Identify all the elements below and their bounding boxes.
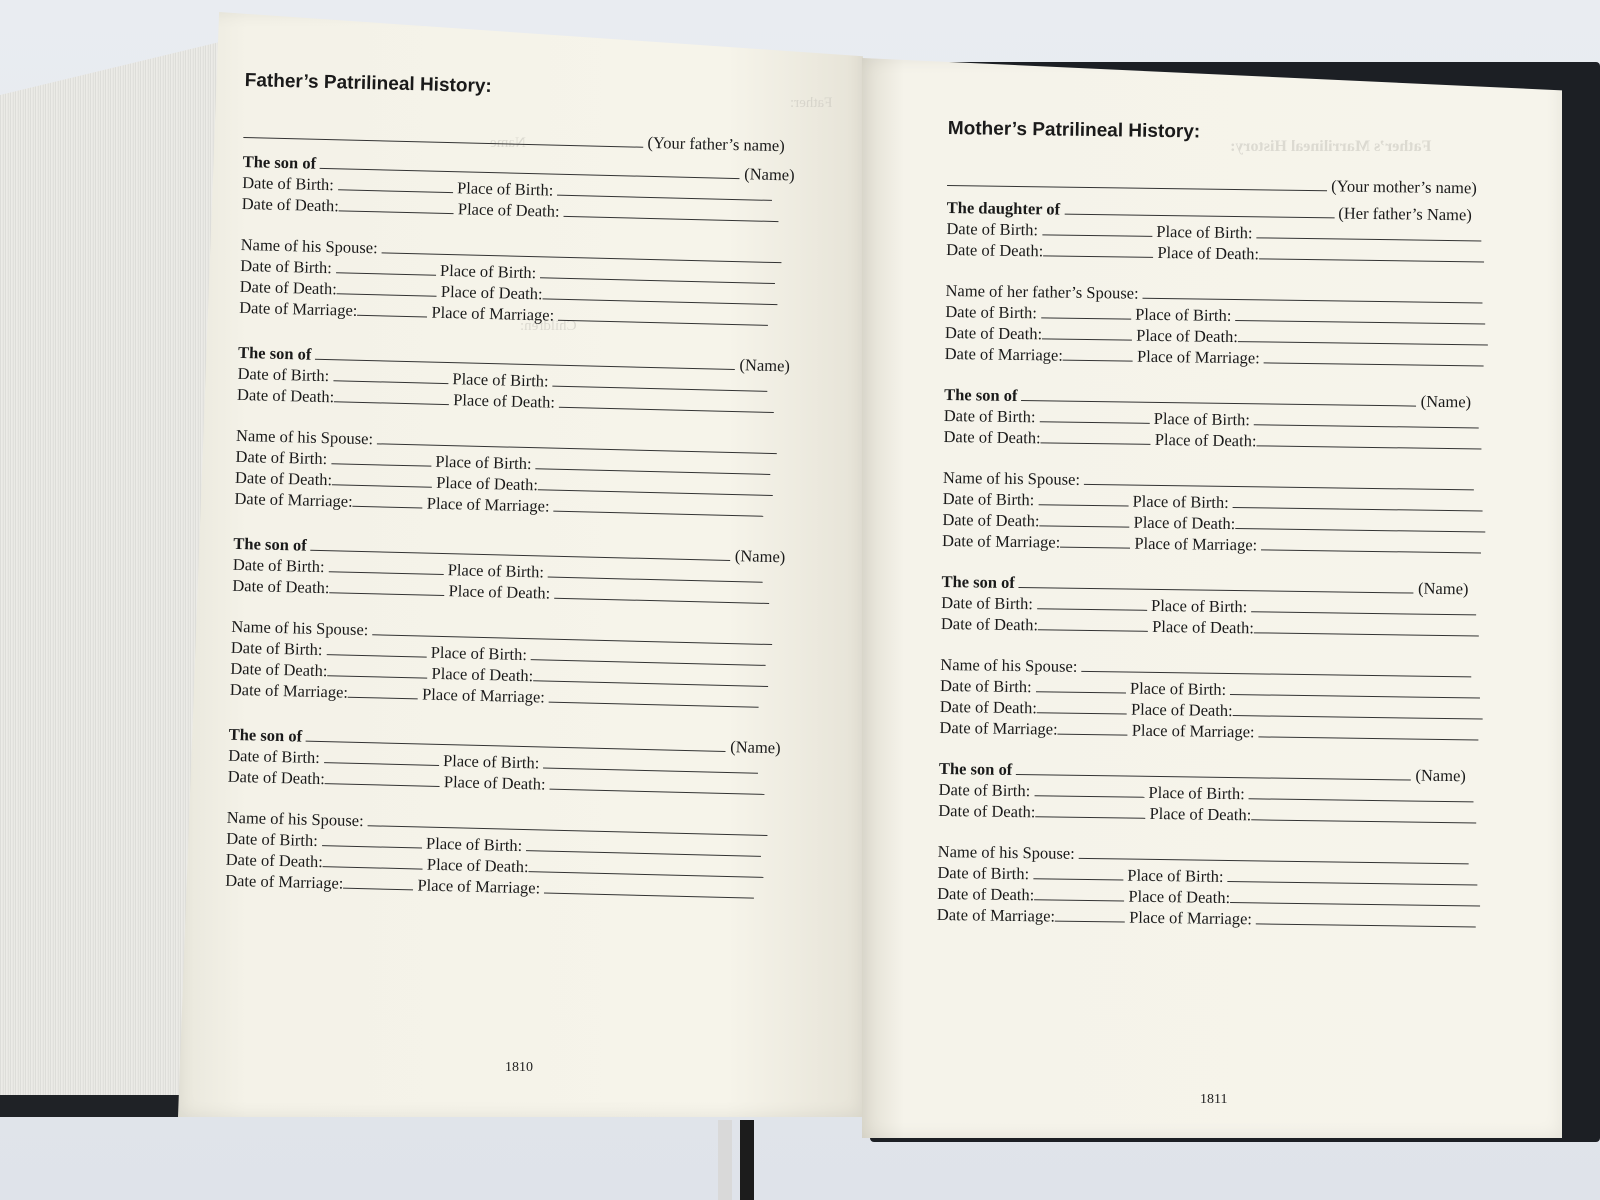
dob-label: Date of Birth: (945, 301, 1038, 323)
dob-label: Date of Birth: (939, 675, 1032, 697)
pob-label: Place of Birth: (1129, 678, 1227, 699)
spouse-label: Name of his Spouse: (942, 467, 1081, 489)
dob-line[interactable] (336, 256, 436, 275)
daughter-name-line[interactable] (1064, 198, 1334, 219)
right-page-content (937, 118, 1508, 932)
son-block (234, 341, 828, 522)
pob-label: Place of Birth: (430, 642, 528, 665)
dob-line[interactable] (1038, 488, 1128, 506)
dod-line[interactable] (1041, 426, 1151, 445)
dob-label: Date of Birth: (937, 862, 1030, 884)
dod-label: Date of Death: (946, 239, 1044, 261)
pom-label: Place of Marriage: (421, 684, 546, 707)
dob-label: Date of Birth: (938, 779, 1031, 801)
pod-label: Place of Death: (1128, 886, 1231, 908)
dob-line[interactable] (1036, 675, 1126, 693)
pob-label: Place of Birth: (439, 260, 537, 283)
dob-label: Date of Birth: (232, 554, 325, 577)
name-note: (Name) (743, 164, 795, 185)
pob-label: Place of Birth: (1150, 595, 1248, 617)
son-block (937, 757, 1499, 932)
dob-line[interactable] (1041, 301, 1131, 319)
dob-line[interactable] (1033, 862, 1123, 880)
dod-line[interactable] (1034, 883, 1124, 901)
pob-label: Place of Birth: (452, 369, 549, 391)
dom-line[interactable] (343, 872, 413, 891)
dod-label: Date of Death: (230, 658, 328, 681)
dod-line[interactable] (1043, 239, 1153, 258)
dob-label: Date of Birth: (239, 255, 333, 278)
dod-line[interactable] (327, 659, 427, 678)
pom-label: Place of Marriage: (417, 875, 541, 898)
pod-label: Place of Death: (457, 199, 560, 221)
dod-line[interactable] (1038, 613, 1148, 632)
dod-label: Date of Death: (939, 696, 1038, 718)
pod-line[interactable] (1238, 325, 1488, 345)
pod-label: Place of Death: (443, 772, 546, 794)
dob-label: Date of Birth: (235, 446, 328, 469)
left-page-content (225, 70, 835, 904)
dob-label: Date of Birth: (230, 637, 323, 660)
page-number: 1811 (1200, 1092, 1228, 1107)
dom-label: Date of Marriage: (224, 870, 344, 893)
son-block (942, 383, 1504, 558)
bleed-through-text: Children: (520, 318, 577, 334)
mother-name-note: (Your mother’s name) (1331, 176, 1477, 198)
pod-label: Place of Death: (1152, 616, 1255, 638)
dod-label: Date of Death: (239, 276, 338, 299)
pob-line[interactable] (1228, 865, 1478, 885)
son-label: The son of (938, 758, 1013, 779)
pom-line[interactable] (1264, 346, 1484, 366)
pob-label: Place of Birth: (1135, 304, 1232, 325)
dob-line[interactable] (333, 364, 448, 384)
dob-label: Date of Birth: (946, 218, 1039, 240)
dod-label: Date of Death: (940, 613, 1039, 635)
pom-label: Place of Marriage: (1136, 346, 1260, 368)
son-block (230, 532, 824, 713)
dom-line[interactable] (348, 681, 418, 700)
spouse-label: Name of his Spouse: (235, 425, 374, 449)
father-spouse-label: Name of her father’s Spouse: (945, 280, 1139, 303)
dod-line[interactable] (1035, 800, 1145, 819)
name-note: (Name) (739, 355, 791, 376)
name-note: (Name) (729, 737, 781, 758)
dob-label: Date of Birth: (942, 488, 1035, 510)
pod-label: Place of Death: (426, 854, 529, 877)
dod-label: Date of Death: (938, 800, 1036, 822)
name-note: (Name) (734, 546, 786, 567)
dob-label: Date of Birth: (225, 828, 319, 851)
son-label: The son of (233, 533, 308, 555)
dod-label: Date of Death: (236, 384, 335, 407)
pod-line[interactable] (1235, 512, 1485, 532)
dod-label: Date of Death: (942, 509, 1040, 531)
pom-line[interactable] (1259, 720, 1479, 740)
dod-line[interactable] (332, 468, 432, 487)
dom-line[interactable] (1058, 718, 1128, 736)
name-note: (Name) (1420, 391, 1472, 412)
son-label: The son of (944, 384, 1018, 405)
bookmark-ribbon-black (740, 1120, 754, 1200)
son-label: The son of (237, 342, 312, 364)
name-note: (Name) (1417, 578, 1469, 599)
pob-label: Place of Birth: (1156, 221, 1253, 243)
dod-line[interactable] (1037, 696, 1127, 714)
pom-label: Place of Marriage: (431, 302, 555, 325)
dom-line[interactable] (353, 490, 423, 509)
pom-label: Place of Marriage: (1134, 533, 1258, 555)
pod-label: Place of Death: (1157, 242, 1260, 264)
bookmark-ribbon-white (718, 1120, 732, 1200)
pob-line[interactable] (1235, 304, 1485, 324)
pob-label: Place of Birth: (442, 751, 540, 773)
pob-line[interactable] (1249, 782, 1474, 802)
dod-label: Date of Death: (944, 322, 1043, 344)
pod-label: Place of Death: (1130, 699, 1233, 721)
dob-line[interactable] (327, 638, 427, 657)
pob-line[interactable] (1230, 678, 1480, 698)
page-number: 1810 (505, 1060, 533, 1075)
dod-line[interactable] (339, 194, 454, 214)
pob-label: Place of Birth: (456, 178, 554, 200)
dod-line[interactable] (329, 576, 444, 596)
son-block (225, 723, 819, 904)
pod-label: Place of Death: (1149, 803, 1252, 825)
pom-line[interactable] (1256, 907, 1476, 927)
spouse-label: Name of his Spouse: (937, 841, 1075, 863)
pod-label: Place of Death: (448, 581, 551, 603)
pob-label: Place of Birth: (1127, 865, 1224, 886)
dom-line[interactable] (357, 299, 427, 318)
pod-label: Place of Death: (1136, 325, 1239, 347)
dod-label: Date of Death: (943, 426, 1041, 448)
pob-line[interactable] (1257, 221, 1482, 241)
pod-line[interactable] (1251, 803, 1476, 823)
son-label: The son of (242, 151, 317, 173)
dom-line[interactable] (1060, 531, 1130, 549)
dom-label: Date of Marriage: (939, 717, 1058, 739)
dod-line[interactable] (1042, 322, 1132, 340)
son-label: The son of (228, 724, 303, 746)
pob-line[interactable] (1251, 595, 1476, 615)
dob-line[interactable] (1037, 592, 1147, 611)
dob-line[interactable] (322, 829, 422, 848)
pod-line[interactable] (1233, 699, 1483, 719)
dob-line[interactable] (1042, 218, 1152, 237)
father-spouse-line[interactable] (1143, 282, 1483, 304)
dob-line[interactable] (324, 746, 439, 766)
daughter-block (945, 196, 1507, 371)
dob-label: Date of Birth: (943, 405, 1036, 427)
dob-line[interactable] (1040, 405, 1150, 424)
dob-label: Date of Birth: (242, 172, 335, 195)
pom-label: Place of Marriage: (426, 493, 550, 516)
dob-line[interactable] (338, 173, 453, 193)
pod-label: Place of Death: (1133, 512, 1236, 534)
pob-line[interactable] (1233, 491, 1483, 511)
dob-line[interactable] (331, 447, 431, 466)
bleed-through-text: Father: (790, 95, 833, 111)
pob-label: Place of Birth: (435, 451, 532, 474)
dom-label: Date of Marriage: (238, 297, 358, 320)
dom-label: Date of Marriage: (941, 530, 1061, 552)
father-name-note: (Your father’s name) (647, 132, 785, 156)
dod-line[interactable] (323, 850, 423, 869)
daughter-note: (Her father’s Name) (1338, 203, 1472, 225)
dom-label: Date of Marriage: (234, 488, 353, 511)
son-label: The son of (941, 571, 1016, 592)
dob-label: Date of Birth: (941, 592, 1034, 614)
pod-label: Place of Death: (1154, 429, 1257, 451)
dod-label: Date of Death: (241, 193, 340, 216)
dob-label: Date of Birth: (237, 363, 330, 386)
spouse-label: Name of his Spouse: (226, 807, 364, 831)
son-block (939, 570, 1501, 745)
name-note: (Name) (1415, 765, 1466, 786)
spouse-label: Name of his Spouse: (231, 616, 369, 640)
dom-label: Date of Marriage: (944, 343, 1064, 365)
pod-line[interactable] (1230, 886, 1480, 906)
pod-line[interactable] (1259, 242, 1484, 262)
pob-label: Place of Birth: (447, 560, 545, 582)
dob-line[interactable] (1034, 779, 1144, 798)
dom-line[interactable] (1063, 344, 1133, 362)
pod-label: Place of Death: (440, 281, 543, 304)
dom-label: Date of Marriage: (936, 904, 1056, 926)
spouse-label: Name of his Spouse: (940, 654, 1078, 676)
dod-label: Date of Death: (937, 883, 1035, 905)
spouse-label: Name of his Spouse: (240, 234, 378, 258)
dod-line[interactable] (337, 277, 437, 296)
pom-label: Place of Marriage: (1129, 907, 1253, 929)
son-block (239, 150, 833, 331)
bleed-through-text: Father’s Marrilineal History: (1230, 138, 1432, 155)
pod-label: Place of Death: (436, 472, 539, 495)
pob-label: Place of Birth: (1132, 491, 1229, 512)
dom-line[interactable] (1055, 905, 1125, 923)
pod-line[interactable] (1256, 429, 1481, 449)
pob-label: Place of Birth: (1148, 782, 1245, 804)
pom-label: Place of Marriage: (1131, 720, 1255, 742)
pom-line[interactable] (1261, 533, 1481, 553)
page-title: Father’s Patrilineal History: (244, 70, 493, 98)
dod-label: Date of Death: (225, 849, 324, 872)
dob-line[interactable] (329, 555, 444, 575)
dob-label: Date of Birth: (228, 745, 321, 768)
pod-line[interactable] (1254, 616, 1479, 636)
mother-name-line[interactable] (947, 169, 1327, 191)
dod-label: Date of Death: (234, 467, 333, 490)
dod-label: Date of Death: (232, 575, 330, 598)
page-title: Mother’s Patrilineal History: (947, 118, 1201, 143)
dom-label: Date of Marriage: (229, 679, 349, 702)
dod-label: Date of Death: (227, 766, 326, 789)
pod-label: Place of Death: (431, 663, 534, 686)
pob-label: Place of Birth: (1153, 408, 1251, 430)
bleed-through-text: Name (490, 135, 526, 151)
dod-line[interactable] (325, 767, 440, 787)
dod-line[interactable] (334, 385, 449, 405)
pod-label: Place of Death: (453, 390, 556, 412)
dod-line[interactable] (1039, 509, 1129, 527)
pob-label: Place of Birth: (425, 833, 523, 856)
daughter-label: The daughter of (946, 197, 1061, 219)
pob-line[interactable] (1254, 408, 1479, 428)
